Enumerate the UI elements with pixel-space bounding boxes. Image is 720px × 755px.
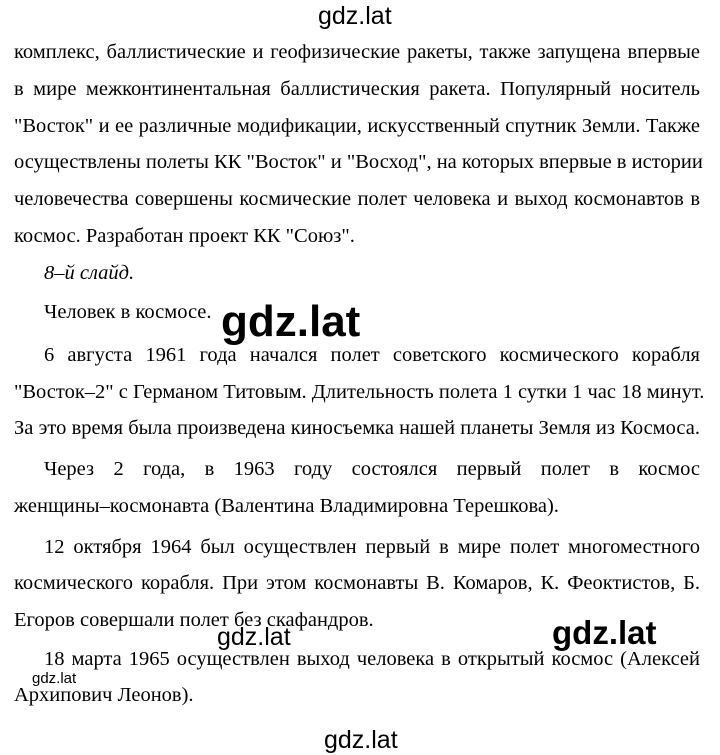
paragraph-4-line-2: Архипович Леонов). (14, 684, 194, 706)
text-line-6: космос. Разработан проект КК "Союз". (14, 225, 355, 247)
paragraph-2-line-1: Через 2 года, в 1963 году состоялся первый полет в космос (44, 458, 700, 480)
paragraph-1-line-2: "Восток–2" с Германом Титовым. Длительность полета 1 сутки 1 час 18 минут. (14, 381, 705, 403)
paragraph-1-line-1: 6 августа 1961 года начался полет советского космического корабля (44, 344, 700, 366)
paragraph-1-line-3: За это время была произведена киносъемка нашей планеты Земля из Космоса. (14, 417, 700, 439)
watermark-bottom: gdz.lat (324, 726, 398, 754)
watermark-small: gdz.lat (32, 670, 77, 687)
text-line-4: осуществлены полеты КК "Восток" и "Восход", на которых впервые в истории (14, 151, 703, 173)
text-line-5: человечества совершены космические полет человека и выход космонавтов в (14, 188, 700, 210)
paragraph-3-line-3: Егоров совершали полет без скафандров. (14, 609, 374, 631)
text-line-3: "Восток" и ее различные модификации, искусственный спутник Земли. Также (14, 115, 700, 137)
paragraph-3-line-1: 12 октября 1964 был осуществлен первый в мире полет многоместного (44, 536, 700, 558)
paragraph-2-line-2: женщины–космонавта (Валентина Владимировна Терешкова). (14, 495, 559, 517)
watermark-right: gdz.lat (552, 614, 657, 651)
paragraph-3-line-2: космического корабля. При этом космонавты В. Комаров, К. Феоктистов, Б. (14, 572, 700, 594)
text-line-2: в мире межконтинентальная баллистическия ракета. Популярный носитель (14, 78, 700, 100)
paragraph-4-line-1: 18 марта 1965 осуществлен выход человека в открытый космос (Алексей (44, 648, 700, 670)
slide-label: 8–й слайд. (44, 262, 135, 284)
watermark-top: gdz.lat (318, 2, 392, 30)
watermark-middle: gdz.lat (221, 297, 361, 346)
text-line-1: комплекс, баллистические и геофизические ракеты, также запущена впервые (14, 41, 700, 63)
watermark-left: gdz.lat (217, 623, 291, 651)
section-heading: Человек в космосе. (44, 301, 212, 323)
